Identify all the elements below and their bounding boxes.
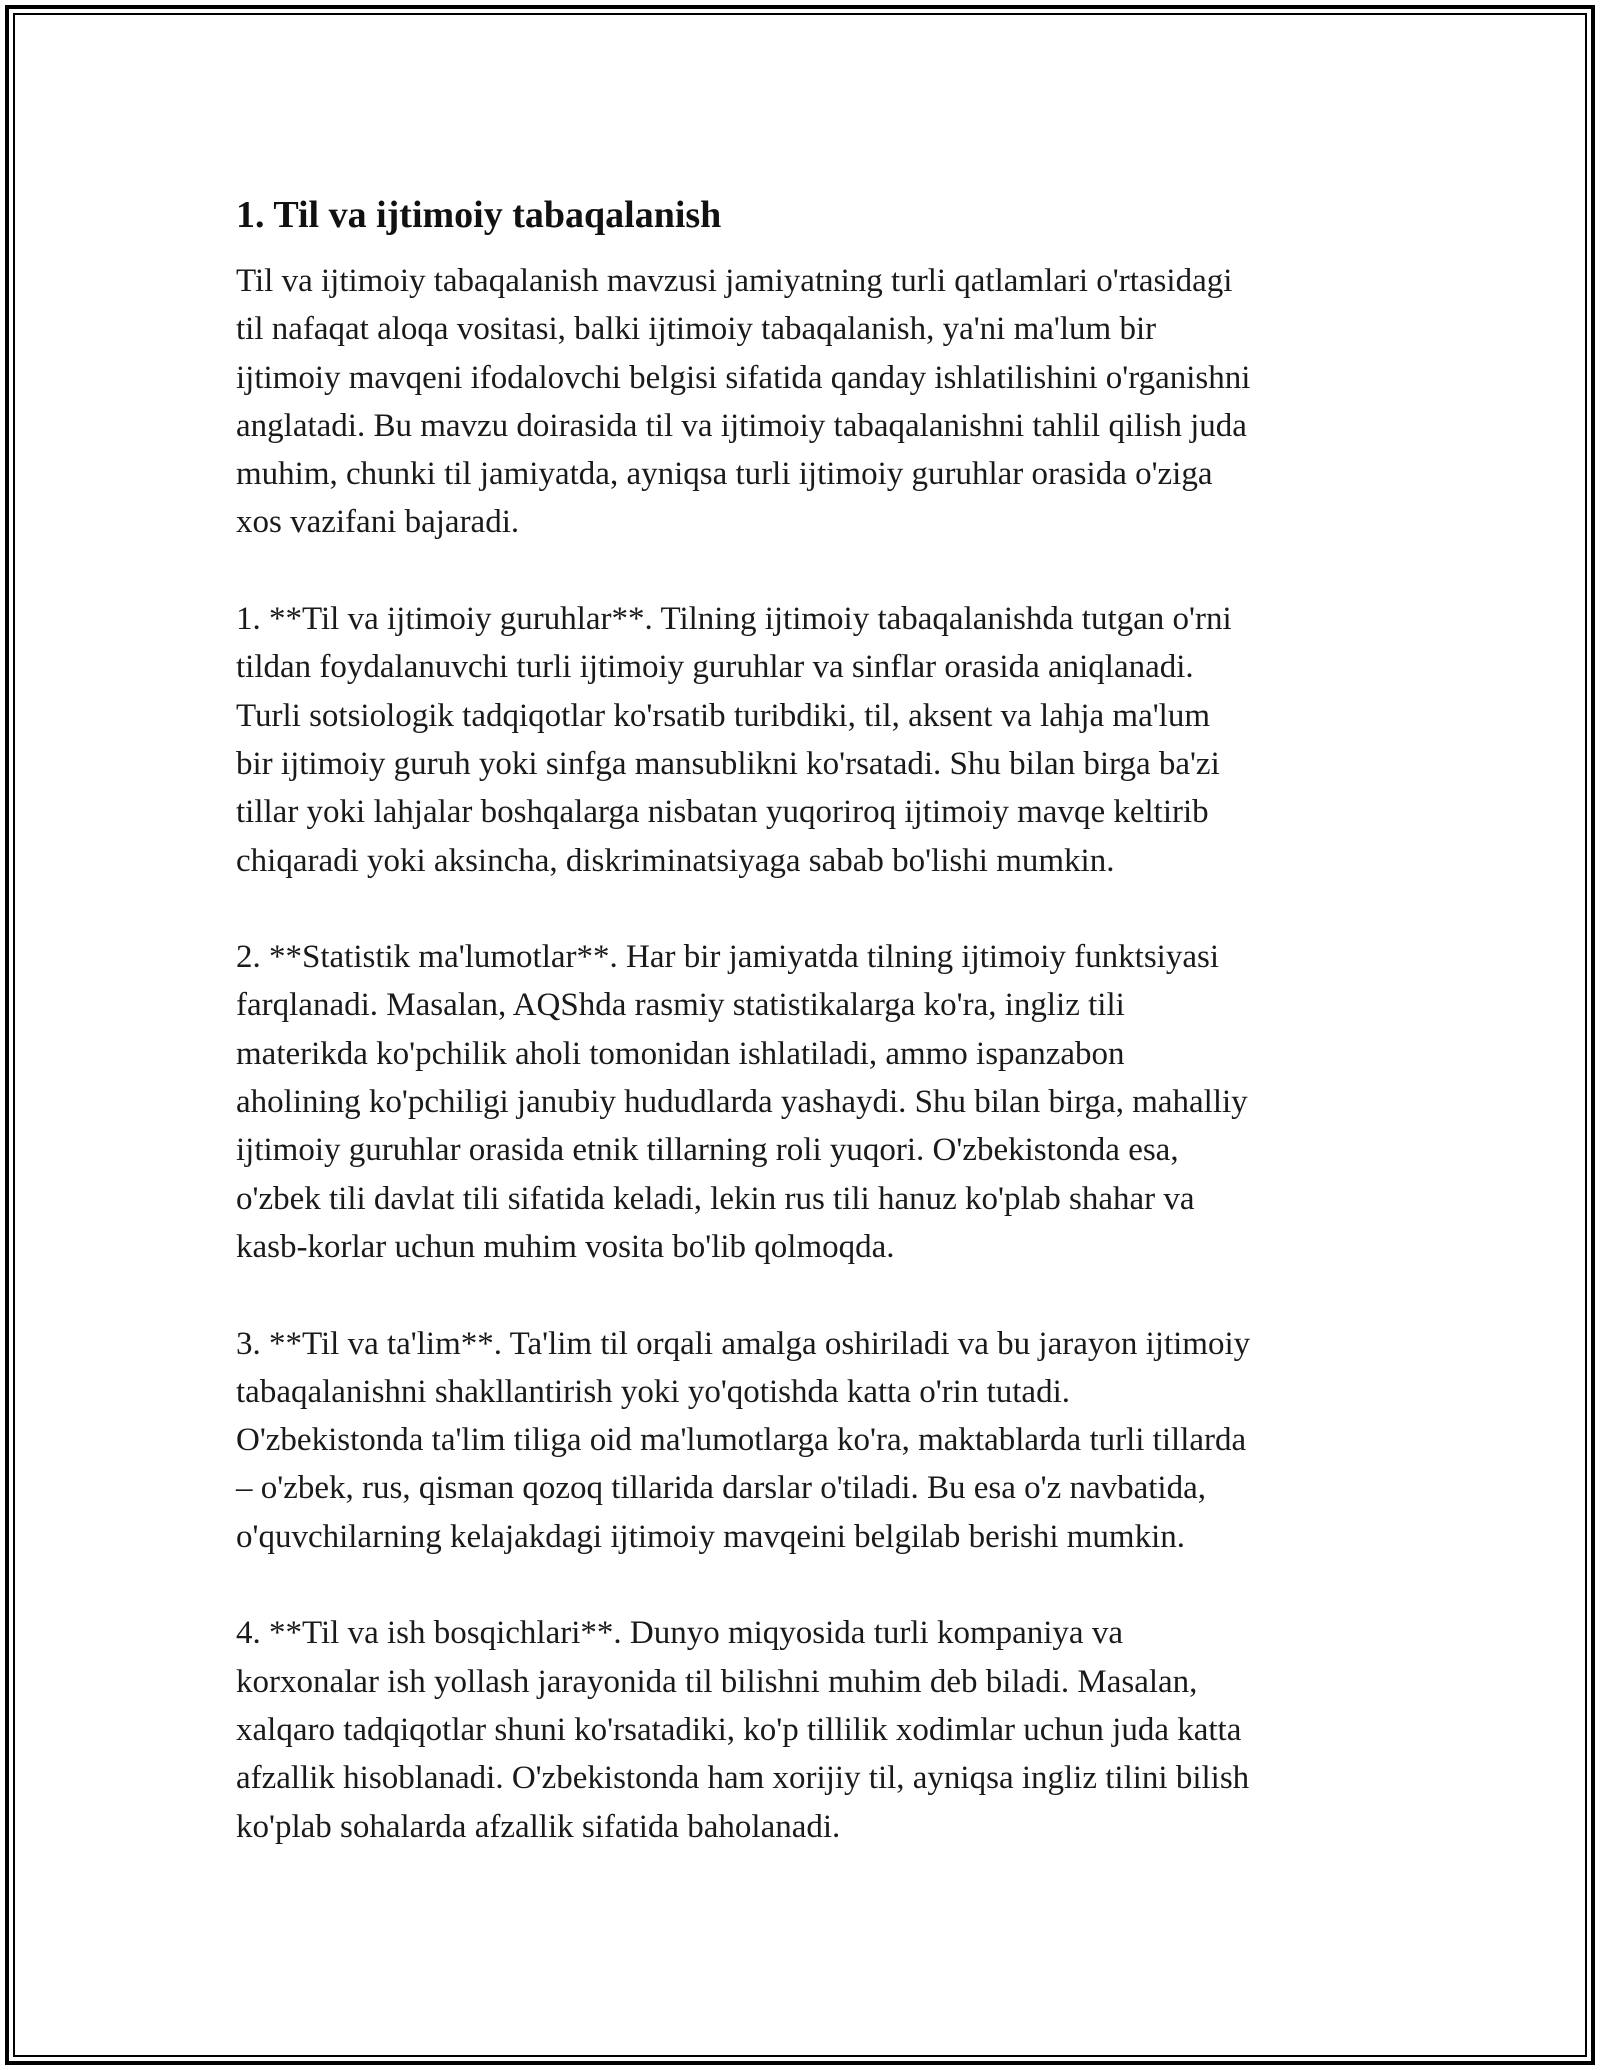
intro-paragraph: Til va ijtimoiy tabaqalanish mavzusi jamiyatning turli qatlamlari o'rtasidagi til nafaqat aloqa vositasi, balki ijtimoiy tabaqalanish, ya'ni ma'lum bir ijtimoiy mavqeni ifodalovchi belgisi sifatida qanday ishlatilishini o'rganishni anglatadi. Bu mavzu doirasida til va ijtimoiy tabaqalanishni tahlil qilish juda muhim, chunki til jamiyatda, ayniqsa turli ijtimoiy guruhlar orasida o'ziga xos vazifani bajaradi. bbox=[236, 263, 1251, 541]
section-4-paragraph: 4. **Til va ish bosqichlari**. Dunyo miqyosida turli kompaniya va korxonalar ish yollash jarayonida til bilishni muhim deb biladi. Masalan, xalqaro tadqiqotlar shuni ko'rsatadiki, ko'p tillilik xodimlar uchun juda katta afzallik hisoblanadi. O'zbekistonda ham xorijiy til, ayniqsa ingliz tilini bilish ko'plab sohalarda afzallik sifatida baholanadi. bbox=[236, 1615, 1250, 1845]
section-2-paragraph: 2. **Statistik ma'lumotlar**. Har bir jamiyatda tilning ijtimoiy funktsiyasi farqlanadi. Masalan, AQShda rasmiy statistikalarga ko'ra, ingliz tili materikda ko'pchilik aholi tomonidan ishlatiladi, ammo ispanzabon aholining ko'pchiligi janubiy hududlarda yashaydi. Shu bilan birga, mahalliy ijtimoiy guruhlar orasida etnik tillarning roli yuqori. O'zbekistonda esa, o'zbek tili davlat tili sifatida keladi, lekin rus tili hanuz ko'plab shahar va kasb-korlar uchun muhim vosita bo'lib qolmoqda. bbox=[236, 939, 1248, 1265]
section-1-paragraph: 1. **Til va ijtimoiy guruhlar**. Tilning ijtimoiy tabaqalanishda tutgan o'rni tildan foydalanuvchi turli ijtimoiy guruhlar va sinflar orasida aniqlanadi. Turli sotsiologik tadqiqotlar ko'rsatib turibdiki, til, aksent va lahja ma'lum bir ijtimoiy guruh yoki sinfga mansublikni ko'rsatadi. Shu bilan birga ba'zi tillar yoki lahjalar boshqalarga nisbatan yuqoriroq ijtimoiy mavqe keltirib chiqaradi yoki aksincha, diskriminatsiyaga sabab bo'lishi mumkin. bbox=[236, 601, 1232, 879]
section-3-paragraph: 3. **Til va ta'lim**. Ta'lim til orqali amalga oshiriladi va bu jarayon ijtimoiy tabaqalanishni shakllantirish yoki yo'qotishda katta o'rin tutadi. O'zbekistonda ta'lim tiliga oid ma'lumotlarga ko'ra, maktablarda turli tillarda – o'zbek, rus, qisman qozoq tillarida darslar o'tiladi. Bu esa o'z navbatida, o'quvchilarning kelajakdagi ijtimoiy mavqeini belgilab berishi mumkin. bbox=[236, 1325, 1251, 1555]
document-body bbox=[236, 187, 1386, 1851]
document-title: 1. Til va ijtimoiy tabaqalanish bbox=[236, 194, 722, 236]
